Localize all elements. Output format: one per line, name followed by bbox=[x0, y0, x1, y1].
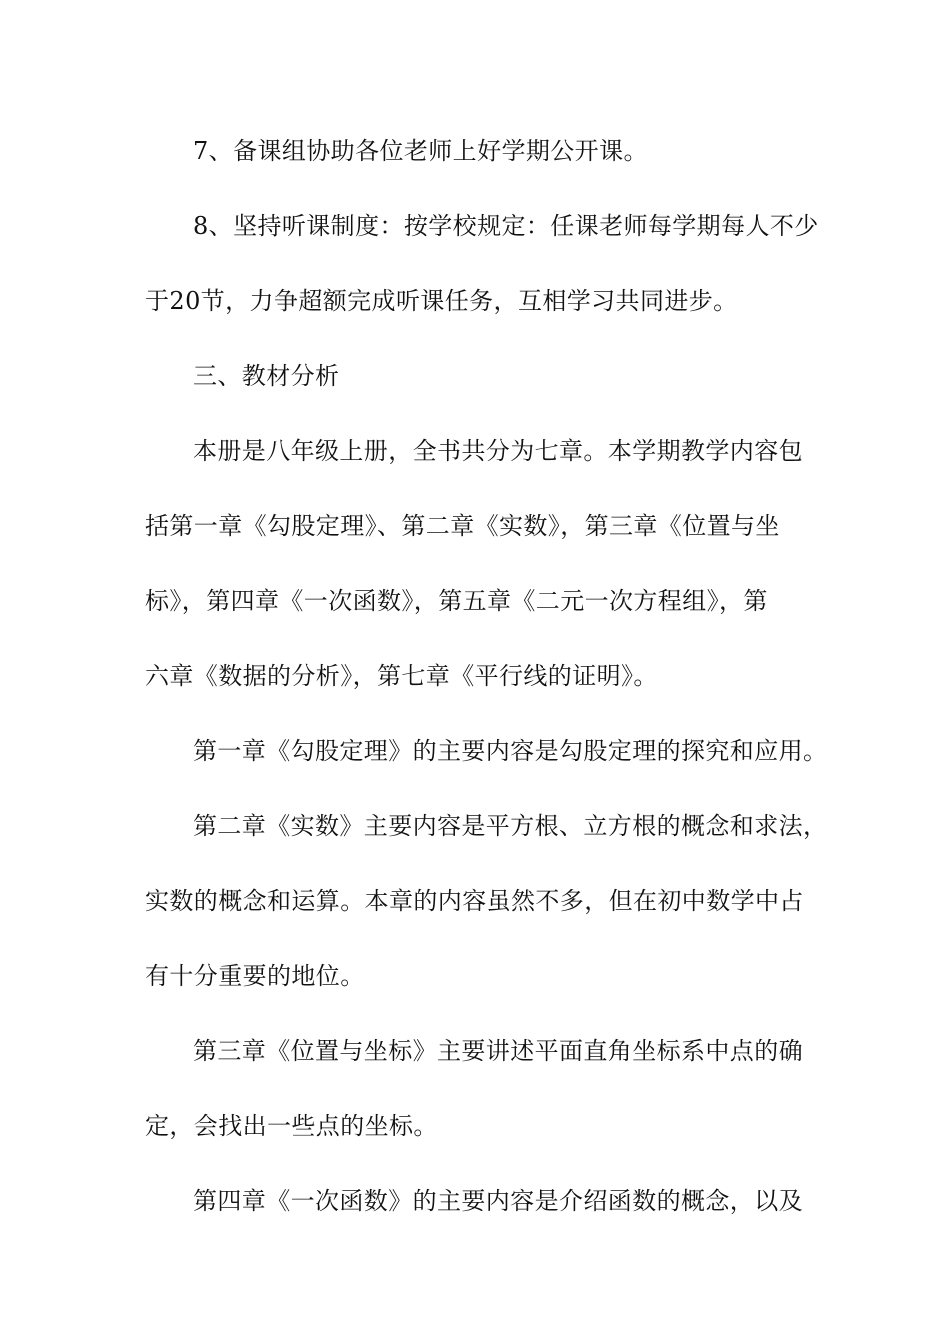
paragraph-overview-line-2: 括第一章《勾股定理》、第二章《实数》，第三章《位置与坐 bbox=[145, 512, 780, 540]
paragraph-item-7: 7、备课组协助各位老师上好学期公开课。 bbox=[193, 137, 648, 165]
paragraph-chapter-3-line-2: 定，会找出一些点的坐标。 bbox=[145, 1112, 438, 1140]
paragraph-item-8-line-2: 于20节，力争超额完成听课任务，互相学习共同进步。 bbox=[145, 287, 738, 315]
paragraph-item-8-line-1: 8、坚持听课制度：按学校规定：任课老师每学期每人不少 bbox=[193, 212, 819, 240]
paragraph-chapter-2-line-2: 实数的概念和运算。本章的内容虽然不多，但在初中数学中占 bbox=[145, 887, 804, 915]
paragraph-chapter-1: 第一章《勾股定理》的主要内容是勾股定理的探究和应用。 bbox=[193, 737, 828, 765]
paragraph-overview-line-1: 本册是八年级上册，全书共分为七章。本学期教学内容包 bbox=[193, 437, 803, 465]
paragraph-overview-line-4: 六章《数据的分析》，第七章《平行线的证明》。 bbox=[145, 662, 658, 690]
paragraph-chapter-3-line-1: 第三章《位置与坐标》主要讲述平面直角坐标系中点的确 bbox=[193, 1037, 803, 1065]
section-heading-textbook-analysis: 三、教材分析 bbox=[193, 362, 340, 390]
paragraph-chapter-4-line-1: 第四章《一次函数》的主要内容是介绍函数的概念，以及 bbox=[193, 1187, 803, 1215]
paragraph-chapter-2-line-3: 有十分重要的地位。 bbox=[145, 962, 365, 990]
paragraph-overview-line-3: 标》，第四章《一次函数》，第五章《二元一次方程组》，第 bbox=[145, 587, 768, 615]
paragraph-chapter-2-line-1: 第二章《实数》主要内容是平方根、立方根的概念和求法， bbox=[193, 812, 828, 840]
